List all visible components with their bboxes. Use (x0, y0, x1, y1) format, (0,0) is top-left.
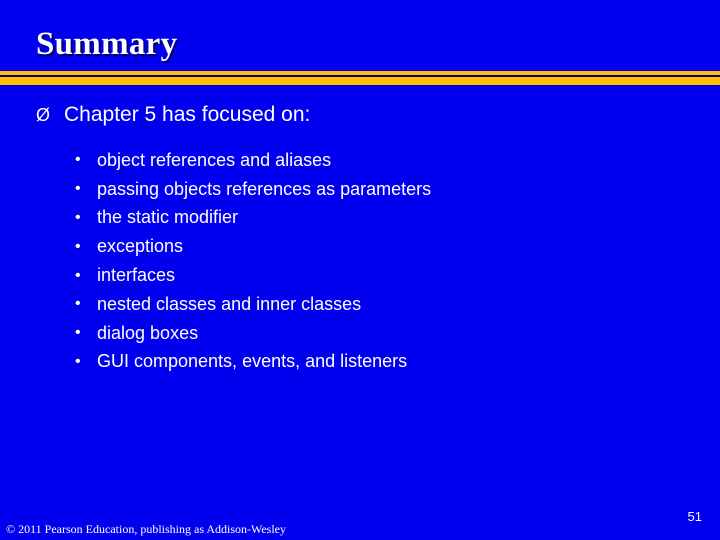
bullet-list (75, 146, 431, 376)
bullet-dot-icon: • (75, 266, 81, 284)
list-item-text: nested classes and inner classes (97, 293, 362, 314)
bullet-dot-icon: • (75, 352, 81, 370)
list-item-text: interfaces (97, 265, 176, 286)
list-item-text: dialog boxes (97, 322, 199, 343)
slide-title: Summary (36, 26, 178, 62)
main-point (36, 103, 310, 127)
list-item (75, 204, 431, 233)
page-number: 51 (687, 509, 702, 524)
bullet-dot-icon: • (75, 295, 81, 313)
list-item-text: passing objects references as parameters (97, 178, 432, 199)
list-item-text: object references and aliases (97, 149, 332, 170)
bullet-dot-icon: • (75, 151, 81, 169)
bullet-dot-icon: • (75, 237, 81, 255)
list-item-text: the static modifier (97, 207, 239, 228)
copyright-footer: © 2011 Pearson Education, publishing as Addison-Wesley (6, 522, 287, 536)
title-rule (0, 71, 720, 85)
list-item (75, 319, 431, 348)
bullet-dot-icon: • (75, 180, 81, 198)
list-item (75, 261, 431, 290)
title-rule-line (0, 75, 720, 77)
list-item (75, 290, 431, 319)
list-item (75, 175, 431, 204)
list-item (75, 232, 431, 261)
bullet-dot-icon: • (75, 324, 81, 342)
bullet-dot-icon: • (75, 208, 81, 226)
list-item (75, 348, 431, 377)
list-item-text: GUI components, events, and listeners (97, 351, 408, 372)
list-item-text: exceptions (97, 236, 184, 257)
main-point-text: Chapter 5 has focused on: (64, 103, 311, 126)
arrow-bullet-icon: Ø (36, 105, 51, 125)
list-item (75, 146, 431, 175)
